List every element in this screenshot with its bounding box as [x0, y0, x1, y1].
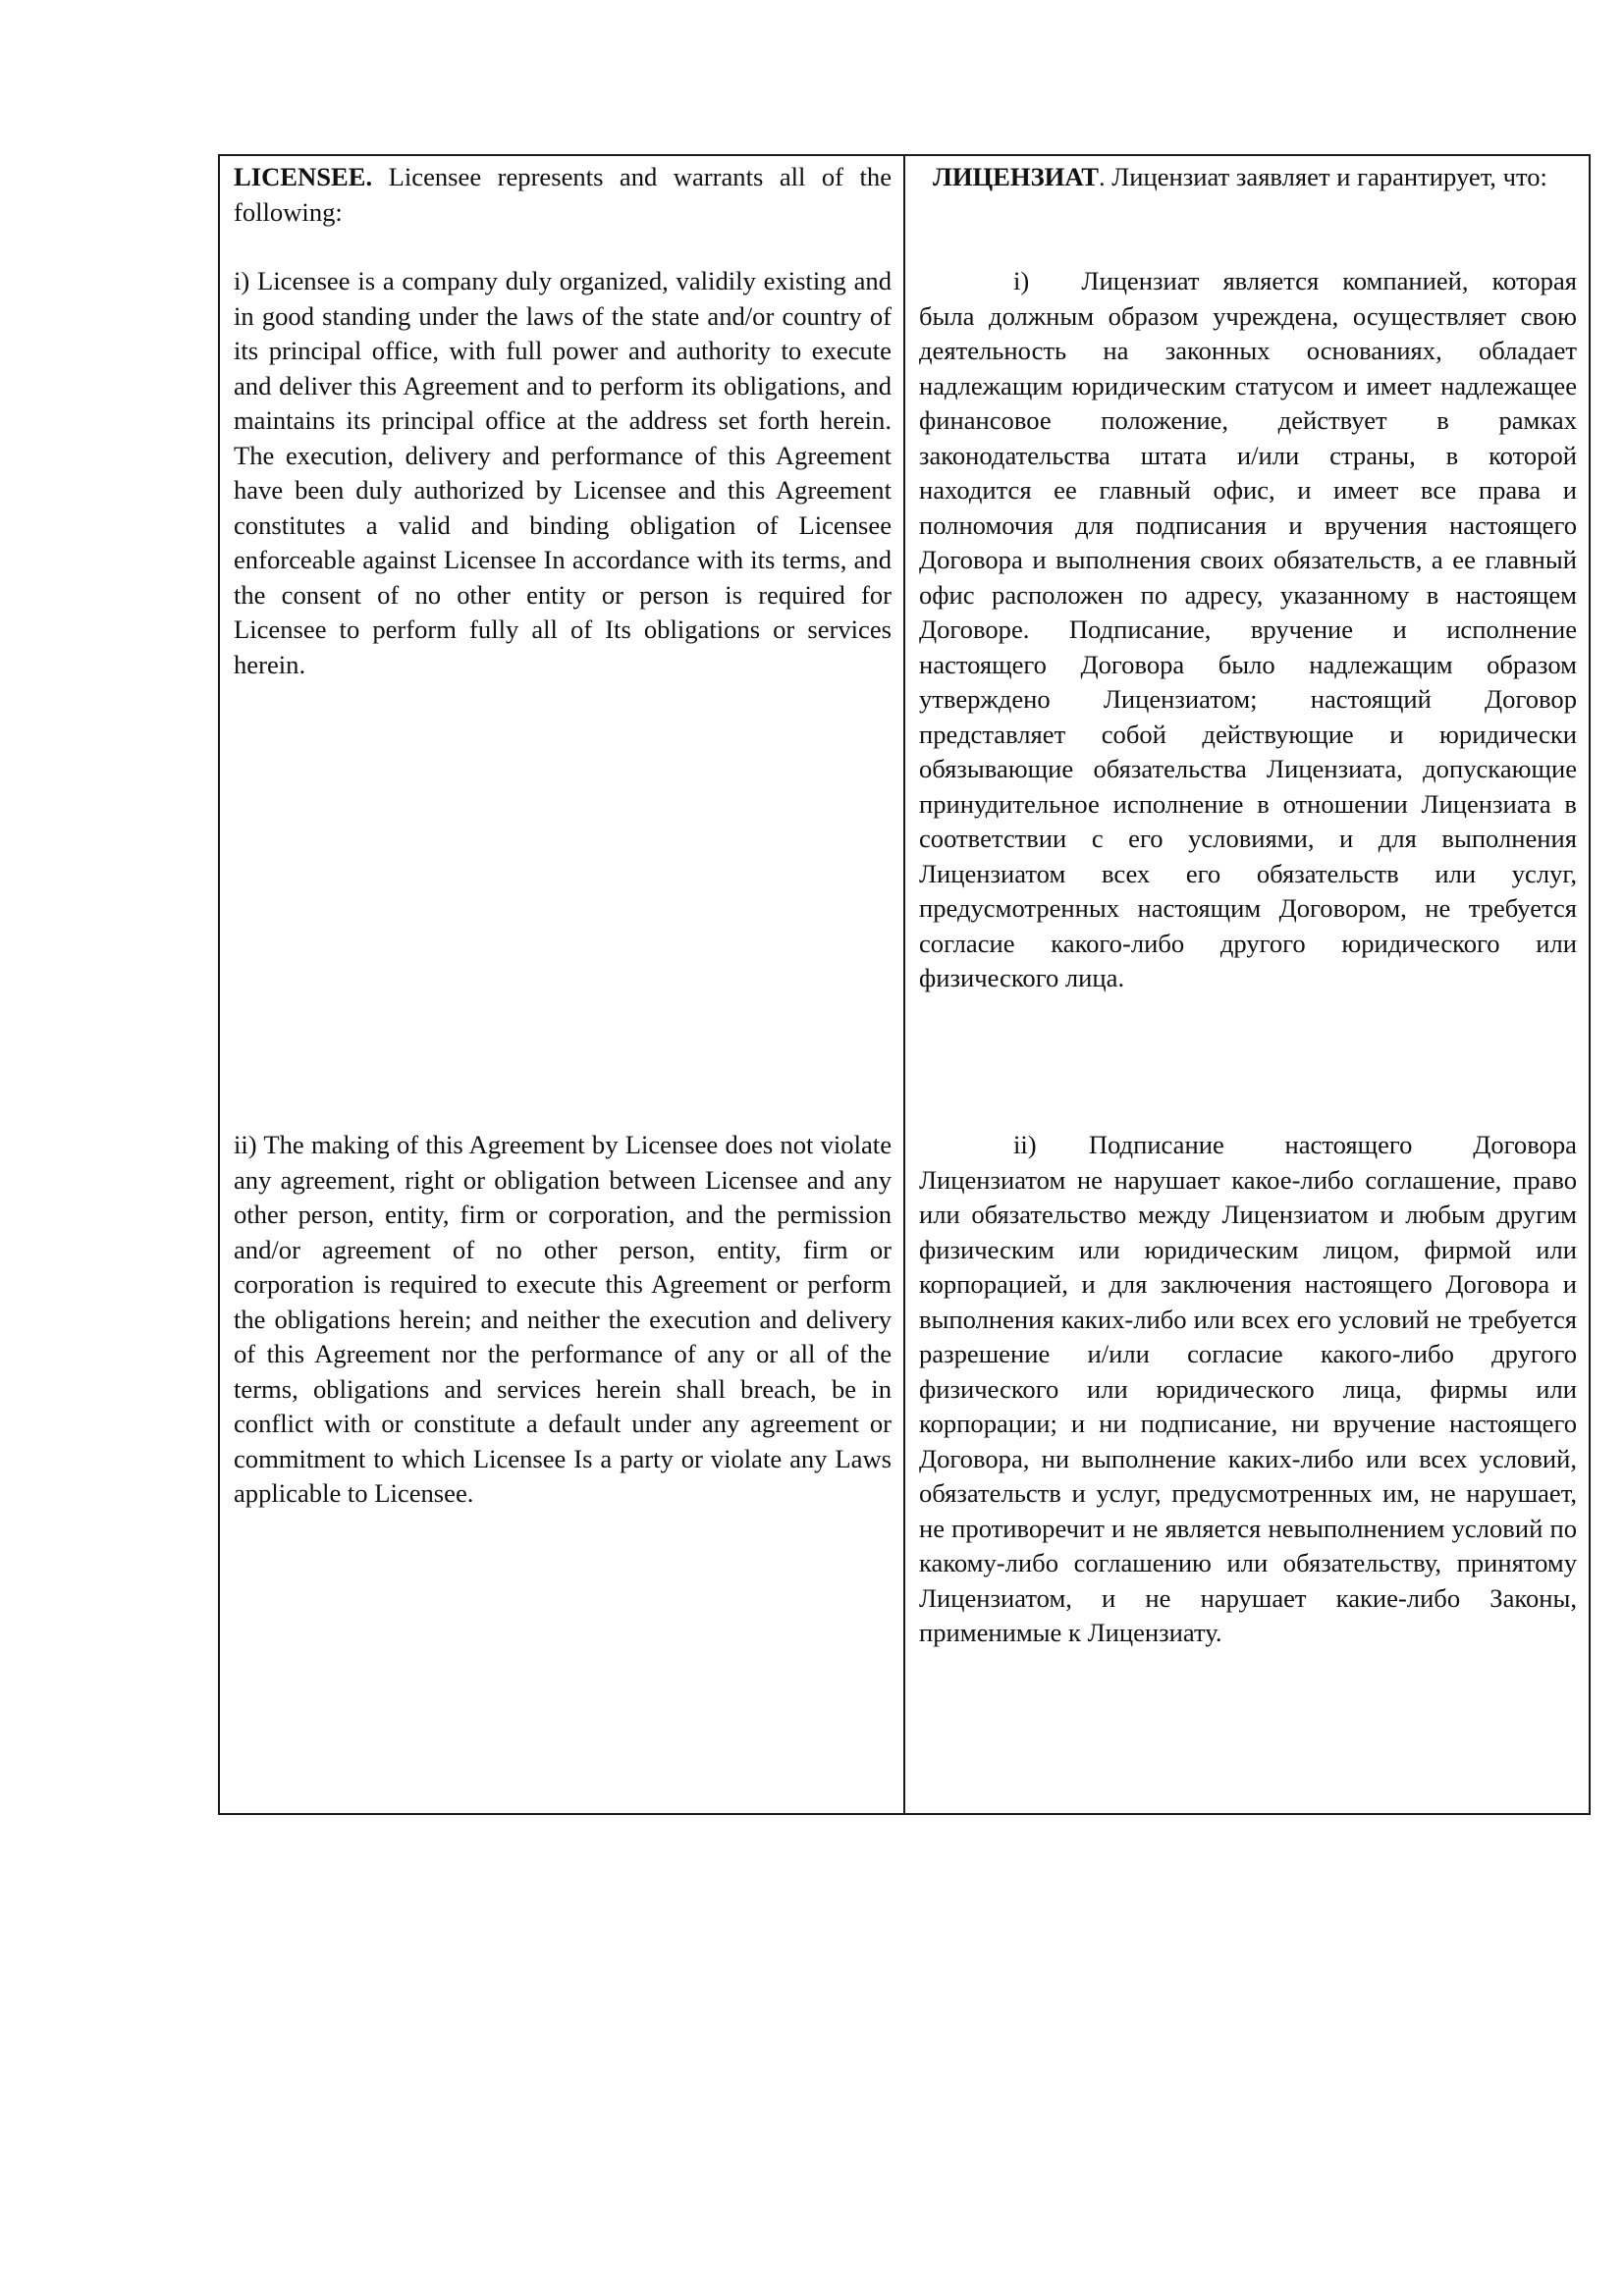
- table-row: [219, 1128, 1590, 1814]
- licensee-intro-text-ru: . Лицензиат заявляет и гарантирует, что:: [1098, 162, 1547, 191]
- english-column-cell: [219, 1128, 904, 1814]
- licensee-intro-en: [234, 160, 892, 230]
- clause-i-en: i) Licensee is a company duly organized, validily existing and in good standing under the laws of the state and/or country of its principal office, with full power and authority to execute and deliver this Agreement and to perform its obligations, and maintains its principal office at the address set forth herein. The execution, delivery and performance of this Agreement have been duly authorized by Licensee and this Agreement constitutes a valid and binding obligation of Licensee enforceable against Licensee In accordance with its terms, and the consent of no other entity or person is required for Licensee to perform fully all of Its obligations or services herein.: [234, 266, 892, 679]
- table-row: [219, 264, 1590, 1128]
- russian-column-cell: [904, 264, 1590, 1128]
- licensee-intro-text-en: Licensee represents and warrants all of the following:: [234, 162, 892, 227]
- bilingual-clause-table: [218, 154, 1591, 1815]
- licensee-intro-ru: [919, 160, 1577, 195]
- clause-i-ru: i) Лицензиат является компанией, которая была должным образом учреждена, осуществляет свою деятельность на законных основаниях, обладает надлежащим юридическим статусом и имеет надлежащее финансовое положение, действует в рамках законодательства штата и/или страны, в которой находится ее главный офис, и имеет все права и полномочия для подписания и вручения настоящего Договора и выполнения своих обязательств, а ее главный офис расположен по адресу, указанному в настоящем Договоре. Подписание, вручение и исполнение настоящего Договора было надлежащим образом утверждено Лицензиатом; настоящий Договор представляет собой действующие и юридически обязывающие обязательства Лицензиата, допускающие принудительное исполнение в отношении Лицензиата в соответствии с его условиями, и для выполнения Лицензиатом всех его обязательств или услуг, предусмотренных настоящим Договором, не требуется согласие какого-либо другого юридического или физического лица.: [919, 266, 1577, 992]
- english-column-cell: [219, 155, 904, 264]
- licensee-heading-en: LICENSEE.: [234, 162, 373, 191]
- table-row: [219, 155, 1590, 264]
- clause-ii-ru: ii) Подписание настоящего Договора Лицензиатом не нарушает какое-либо соглашение, право или обязательство между Лицензиатом и любым другим физическим или юридическим лицом, фирмой или корпорацией, и для заключения настоящего Договора и выполнения каких-либо или всех его условий не требуется разрешение и/или согласие какого-либо другого физического или юридического лица, фирмы или корпорации; и ни подписание, ни вручение настоящего Договора, ни выполнение каких-либо или всех условий, обязательств и услуг, предусмотренных им, не нарушает, не противоречит и не является невыполнением условий по какому-либо соглашению или обязательству, принятому Лицензиатом, и не нарушает какие-либо Законы, применимые к Лицензиату.: [919, 1130, 1577, 1647]
- english-column-cell: [219, 264, 904, 1128]
- clause-ii-en: ii) The making of this Agreement by Licensee does not violate any agreement, right or obligation between Licensee and any other person, entity, firm or corporation, and the permission and/or agreement of no other person, entity, firm or corporation is required to execute this Agreement or perform the obligations herein; and neither the execution and delivery of this Agreement nor the performance of any or all of the terms, obligations and services herein shall breach, be in conflict with or constitute a default under any agreement or commitment to which Licensee Is a party or violate any Laws applicable to Licensee.: [234, 1130, 892, 1508]
- russian-column-cell: [904, 155, 1590, 264]
- russian-column-cell: [904, 1128, 1590, 1814]
- licensee-heading-ru: ЛИЦЕНЗИАТ: [933, 162, 1099, 191]
